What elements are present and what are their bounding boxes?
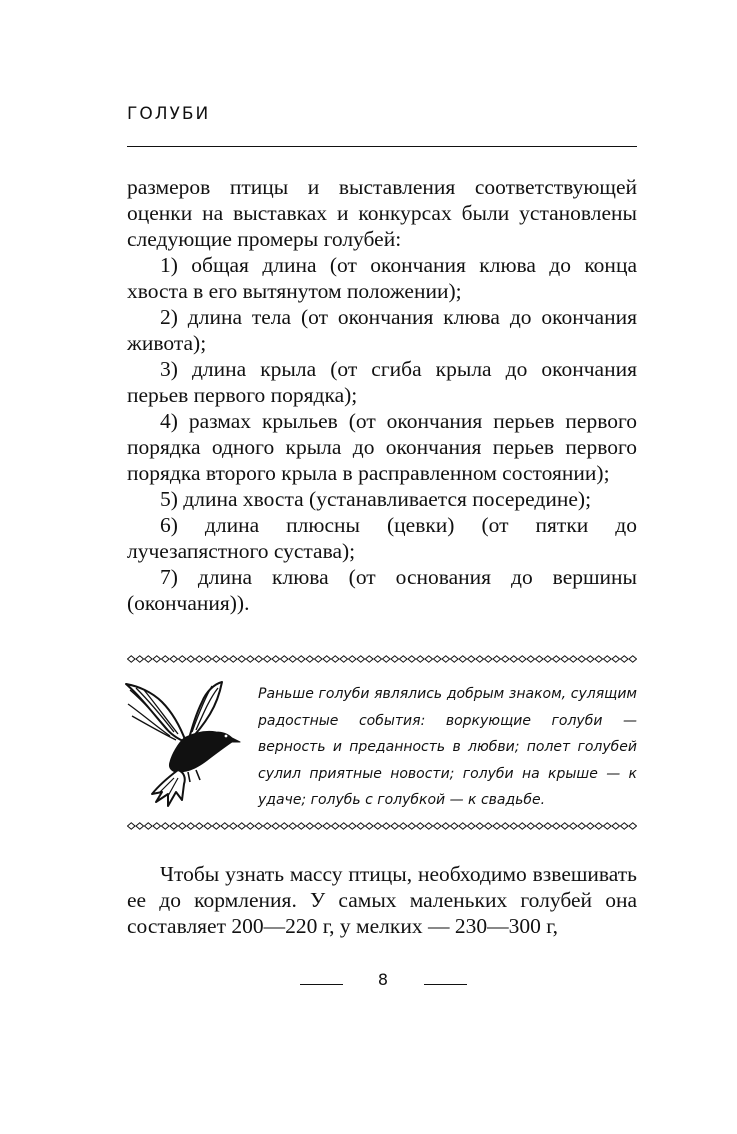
footer-rule-left	[300, 984, 343, 985]
list-item-3: 3) длина крыла (от сгиба крыла до окончания перьев первого порядка);	[127, 357, 637, 407]
list-item-5: 5) длина хвоста (устанавливается посередине);	[160, 487, 592, 511]
list-item-7: 7) длина клюва (от основания до вершины (окончания)).	[127, 565, 637, 615]
list-item-6: 6) длина плюсны (цевки) (от пятки до лучезапястного сустава);	[127, 513, 637, 563]
list-item-4: 4) размах крыльев (от окончания перьев первого порядка одного крыла до окончания перьев первого порядка второго крыла в расправленном состоянии);	[127, 409, 637, 485]
paragraph-intro: размеров птицы и выставления соответствующей оценки на выставках и конкурсах были установлены следующие промеры голубей:	[127, 175, 637, 251]
list-item-1: 1) общая длина (от окончания клюва до конца хвоста в его вытянутом положении);	[127, 253, 637, 303]
ornament-border-top	[127, 655, 637, 663]
footer-rule-right	[424, 984, 467, 985]
sidebar-note: Раньше голуби являлись добрым знаком, сулящим радостные события: воркующие голуби — верность и преданность в любви; полет голубей сулил приятные новости; голуби на крыше — к удаче; голубь с голубкой — к свадьбе.	[258, 686, 637, 808]
list-item-2: 2) длина тела (от окончания клюва до окончания живота);	[127, 305, 637, 355]
running-header: ГОЛУБИ	[127, 104, 211, 124]
dove-icon	[122, 674, 242, 808]
paragraph-continuation: Чтобы узнать массу птицы, необходимо взвешивать ее до кормления. У самых маленьких голубей она составляет 200—220 г, у мелких — 230—300 г,	[127, 862, 637, 938]
ornament-border-bottom	[127, 822, 637, 830]
main-text-block	[127, 174, 637, 616]
page-number: 8	[377, 970, 389, 989]
header-divider	[127, 146, 637, 147]
continuation-text-block	[127, 861, 637, 939]
